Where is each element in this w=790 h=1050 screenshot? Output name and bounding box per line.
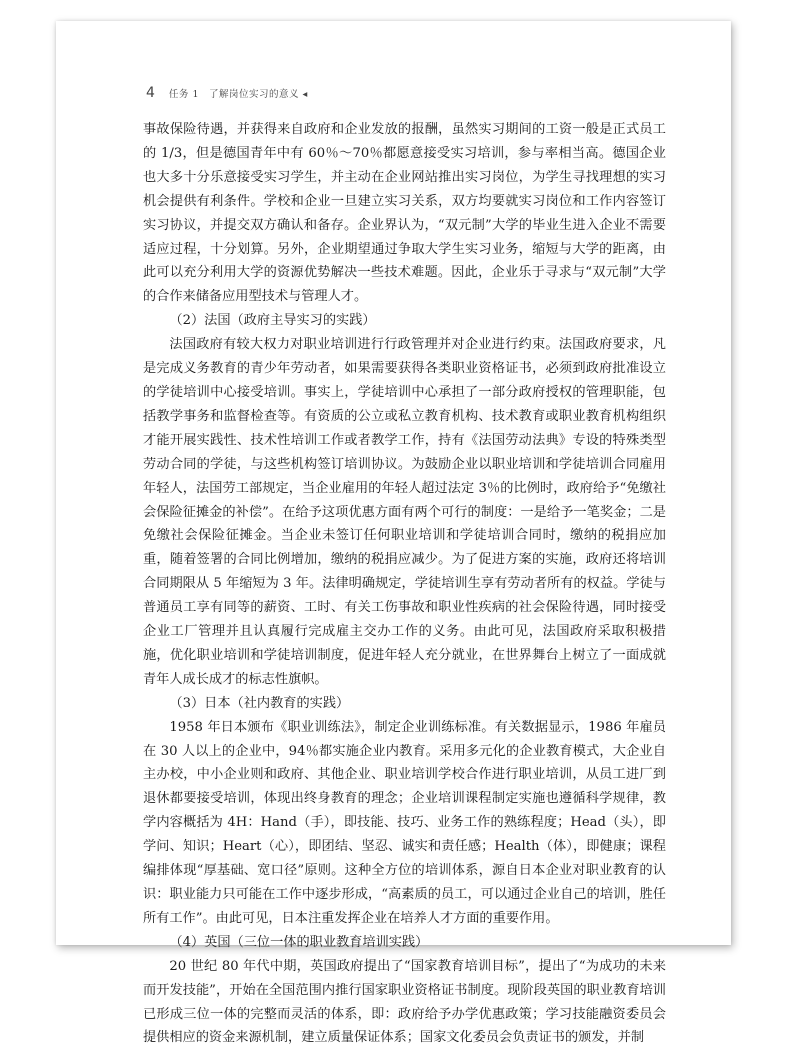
paragraph-continuation: 事故保险待遇，并获得来自政府和企业发放的报酬，虽然实习期间的工资一般是正式员工的 1/3，但是德国青年中有 60％～70％都愿意接受实习培训，参与率相当高。德国企业也大多十分乐意接受实习学生，并主动在企业网站推出实习岗位，为学生寻找理想的实习机会提供有利条件。学校和企业一旦建立实习关系，双方均要就实习岗位和工作内容签订实习协议，并提交双方确认和备存。企业界认为，“双元制”大学的毕业生进入企业不需要适应过程，十分划算。另外，企业期望通过争取大学生实习业务，缩短与大学的距离，由此可以充分利用大学的资源优势解决一些技术难题。因此，企业乐于寻求与“双元制”大学的合作来储备应用型技术与管理人才。 [143, 122, 666, 305]
running-head: 任务 1 了解岗位实习的意义 ◂ [168, 89, 308, 100]
body-text [143, 118, 666, 1050]
paragraph-japan: 1958 年日本颁布《职业训练法》，制定企业训练标准。有关数据显示，1986 年雇员在 30 人以上的企业中，94％都实施企业内教育。采用多元化的企业教育模式，大企业自主办校，中小企业则和政府、其他企业、职业培训学校合作进行职业培训，从员工进厂到退休都要接受培训，体现出终身教育的理念；企业培训课程制定实施也遵循科学规律，教学内容概括为 4H：Hand（手），即技能、技巧、业务工作的熟练程度；Head（头），即学问、知识；Heart（心），即团结、坚忍、诚实和责任感；Health（体），即健康；课程编排体现“厚基础、宽口径”原则。这种全方位的培训体系，源自日本企业对职业教育的认识：职业能力只可能在工作中逐步形成，“高素质的员工，可以通过企业自己的培训，胜任所有工作”。由此可见，日本注重发挥企业在培养人才方面的重要作用。 [143, 719, 666, 926]
subheading-japan: （3）日本（社内教育的实践） [169, 695, 350, 711]
page-number: 4 [146, 85, 155, 101]
paragraph-france: 法国政府有较大权力对职业培训进行行政管理并对企业进行约束。法国政府要求，凡是完成义务教育的青少年劳动者，如果需要获得各类职业资格证书，必须到政府批准设立的学徒培训中心接受培训。事实上，学徒培训中心承担了一部分政府授权的管理职能，包括教学事务和监督检查等。有资质的公立或私立教育机构、技术教育或职业教育机构组织才能开展实践性、技术性培训工作或者教学工作，持有《法国劳动法典》专设的特殊类型劳动合同的学徒，与这些机构签订培训协议。为鼓励企业以职业培训和学徒培训合同雇用年轻人，法国劳工部规定，当企业雇用的年轻人超过法定 3％的比例时，政府给予“免缴社会保险征摊金的补偿”。在给予这项优惠方面有两个可行的制度：一是给予一笔奖金；二是免缴社会保险征摊金。当企业未签订任何职业培训和学徒培训合同时，缴纳的税捐应加重，随着签署的合同比例增加，缴纳的税捐应减少。为了促进方案的实施，政府还将培训合同期限从 5 年缩短为 3 年。法律明确规定，学徒培训生享有劳动者所有的权益。学徒与普通员工享有同等的薪资、工时、有关工伤事故和职业性疾病的社会保险待遇，同时接受企业工厂管理并且认真履行完成雇主交办工作的义务。由此可见，法国政府采取积极措施，优化职业培训和学徒培训制度，促进年轻人充分就业，在世界舞台上树立了一面成就青年人成长成才的标志性旗帜。 [143, 337, 666, 687]
page-header [146, 85, 308, 105]
subheading-uk: （4）英国（三位一体的职业教育培训实践） [169, 934, 429, 950]
document-page [56, 21, 731, 1046]
subheading-france: （2）法国（政府主导实习的实践） [169, 313, 376, 329]
paragraph-uk: 20 世纪 80 年代中期，英国政府提出了“国家教育培训目标”，提出了“为成功的未来而开发技能”，开始在全国范围内推行国家职业资格证书制度。现阶段英国的职业教育培训已形成三位一体的完整而灵活的体系，即：政府给予办学优惠政策；学习技能融资委员会提供相应的资金来源机制，建立质量保证体系；国家文化委员会负责证书的颁发，并制 [143, 958, 666, 1046]
